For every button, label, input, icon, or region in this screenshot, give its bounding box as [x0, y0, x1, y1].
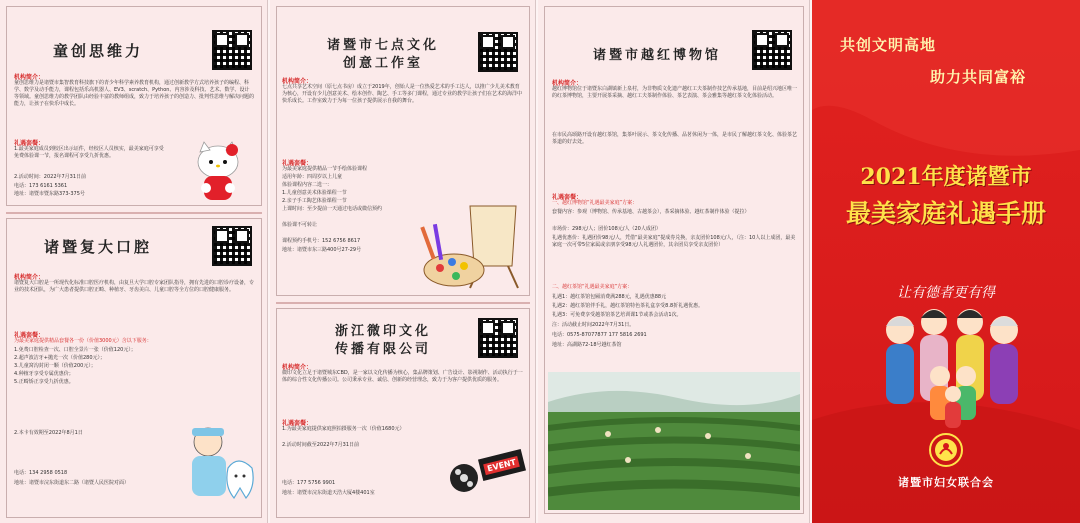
offer-time: 上课时间：至少提前一天通过电话或微信预约 [282, 206, 383, 212]
intro-label-yuehong: 机构简介： [552, 80, 583, 87]
phone-qidian: 课程预约手机号：152 6756 8617 [282, 238, 361, 244]
divider-1 [6, 212, 262, 214]
section-title-qidian-1: 诸暨市七点文化 [326, 38, 439, 53]
offer-course-1: 1.儿童创意美术体验课程一节 [282, 190, 347, 196]
section-title-weiyin-2: 传播有限公司 [334, 342, 431, 357]
phone-yuehong: 电话：0575-87077877 177 5816 2691 [552, 332, 647, 338]
intro-text-weiyin: 微印文化立足于诸暨城东CBD，是一家以文化传播为核心，集品牌策划、广告设计、影视制作、活动执行于一体的综合性文化传播公司。公司秉承专业、诚信、创新的经营理念，致力于为客户提供优质的服务。 [282, 370, 523, 383]
phone-tongchuang: 电话：173 6161 5361 [14, 183, 68, 189]
divider-2 [276, 302, 530, 304]
art-supplies-image [420, 196, 530, 292]
offer-museum-discount: 礼遇优惠价：礼遇团价98元/人，凭借“最美家庭”提成券兑换，亲友团价108元/人，（注：10人以上成团，最美家庭一次可带5位家属或亲朋享受98元/人礼遇团价，其余团员享受亲友团价） [552, 235, 796, 248]
address-fuda: 地址：诸暨市浣东街道东二路（诸暨人民医院对面） [14, 480, 130, 486]
offer-text: 1.最美家庭成员到校区出示证件，经校区人员核实，最美家庭可享受免费体验课一节，报名课程可享受九折优惠。 [14, 146, 164, 159]
intro-text-fuda: 诸暨复大口腔是一所现代化标准口腔医疗机构，由复旦大学口腔专家团队指导，拥有先进的口腔诊疗设备，专业的技术团队，为广大患者提供口腔正畸、种植牙、牙齿美白、儿童口腔等全方位的口腔健康服务。 [14, 280, 255, 293]
cover-organization: 诸暨市妇女联合会 [898, 476, 994, 489]
event-sign: EVENT [483, 456, 520, 475]
offer-title-qidian: 为最美家庭提供精品一节手绘体验课程 [282, 166, 368, 172]
offer-teahouse-3: 礼遇3：可免费享受越茶馆茶艺培训课1节或茶会活动1次。 [552, 312, 682, 318]
womens-federation-emblem-icon [928, 432, 964, 468]
offer-teahouse-1: 礼遇1：越红茶馆包厢消费满288元，礼遇优惠88元 [552, 294, 667, 300]
address-qidian: 地址：诸暨市东三路400号27-29号 [282, 247, 362, 253]
offer-title-museum: 一、越红博物馆“礼遇最美家庭”方案： [552, 200, 638, 206]
offer-item-4: 4.种植牙享受专属优惠价； [14, 371, 74, 377]
cover-slogan-2: 助力共同富裕 [930, 68, 1027, 86]
offer-date-weiyin: 2.活动时间截至2022年7月31日前 [282, 442, 360, 448]
offer-label: 礼遇套餐： [14, 140, 45, 147]
address-tongchuang: 地址：诸暨市暨东路373-375号 [14, 191, 85, 197]
panel-tongchuang-fuda [0, 0, 268, 523]
intro-text-qidian: 七点共享艺术空间（原七点书房）成立于2019年，创始人是一位热爱艺术的手工达人，以推广少儿美术教育为核心，开设有少儿创意美术、绘本创作、陶艺、手工等多门课程，通过专业的教学让孩子们在艺术的海洋中快乐成长。工作室致力于为每一位孩子提供展示自我的舞台。 [282, 84, 523, 104]
kitty-doll-image [188, 140, 248, 204]
intro-text-yuehong-2: 在市民高颂路开设有越红茶馆，集茶叶展示、茶文化传播、品茗休闲为一体，是市民了解越红茶文化、体验茶艺茶道的好去处。 [552, 132, 798, 145]
cover-year-title: 2021年度诸暨市 [860, 164, 1032, 190]
section-title-weiyin-1: 浙江微印文化 [334, 324, 431, 339]
intro-label-fuda: 机构简介： [14, 274, 45, 281]
offer-item-1: 1.免费口腔检查一次、口腔全景片一张（价值120元）； [14, 347, 136, 353]
offer-date-yuehong: 注：活动截止时间2022年7月31日。 [552, 322, 635, 328]
offer-label-weiyin: 礼遇套餐： [282, 420, 313, 427]
intro-label-weiyin: 机构简介： [282, 364, 313, 371]
intro-label: 机构简介： [14, 74, 45, 81]
phone-fuda: 电话：134 2958 0518 [14, 470, 68, 476]
offer-note: 体验课不可转让 [282, 222, 318, 228]
offer-date: 2.活动时间：2022年7月31日前 [14, 174, 87, 180]
phone-weiyin: 电话：177 5756 9901 [282, 480, 336, 486]
cover-tagline: 让有德者更有得 [897, 285, 995, 301]
offer-item-5: 5.正畸矫正享受九折优惠。 [14, 379, 74, 385]
offer-label-fuda: 礼遇套餐： [14, 332, 45, 339]
offer-title-teahouse: 二、越红茶馆“礼遇最美家庭”方案： [552, 284, 633, 290]
intro-text-tongchuang: 童创思维力是诸暨市集智教育科技旗下的青少年科学素养教育机构，通过创新教学方式培养孩子的编程、科学、数学及动手能力，课程包括乐高机器人、EV3、scratch、Python、内容涉及科技、艺术、数学、设计等领域。童创思维力的教学团队由经验丰富的教师组成，致力于培养孩子的创造力、批判性思维与解决问题的能力，让孩子在快乐中成长。 [14, 80, 255, 107]
intro-label-qidian: 机构简介： [282, 78, 313, 85]
qr-code-yuehong[interactable] [752, 30, 792, 70]
cover-panel [812, 0, 1080, 523]
qr-code-qidian[interactable] [478, 32, 518, 72]
intro-text-yuehong-1: 越红博物馆位于诸暨东白湖镇新上泉村，为非物质文化遗产越红工夫茶制作技艺传承基地，目前是绍兴地区唯一的红茶博物馆，主要开展茶采摘、越红工夫茶制作体验、茶艺表演、茶会雅集等越红茶文化体验活动。 [552, 86, 798, 99]
offer-date-fuda: 2.本卡有效期至2022年8月1日 [14, 430, 83, 436]
qr-code-weiyin[interactable] [478, 318, 518, 358]
panel-yuehong-museum [538, 0, 810, 523]
offer-course-2: 2.亲子手工陶艺体验课程一节 [282, 198, 347, 204]
offer-age: 适用年龄：四周岁以上儿童 [282, 174, 343, 180]
panel-qidian-weiyin [270, 0, 536, 523]
offer-museum-content: 套餐内容：参观（博物馆、传承基地、古越茶会），茶采摘体验、越红茶制作体验（提拉） [552, 209, 750, 215]
offer-teahouse-2: 礼遇2：越红茶馆伴手礼，越红茶馆特色茶礼盒享受8.8折礼遇优惠。 [552, 303, 704, 309]
section-title-yuehong: 诸暨市越红博物馆 [592, 48, 721, 63]
family-illustration [872, 300, 1032, 440]
offer-title-fuda: 为最美家庭提供精品套餐各一份（价值3000元）含以下服务： [14, 338, 152, 344]
offer-item-2: 2.超声波洁牙+抛光一次（价值280元）； [14, 355, 106, 361]
cover-slogan-1: 共创文明高地 [840, 36, 937, 54]
qr-code-fuda[interactable] [212, 226, 252, 266]
dentist-cartoon-image [178, 420, 262, 512]
offer-label-qidian: 礼遇套餐： [282, 160, 313, 167]
section-title-qidian-2: 创意工作室 [342, 56, 423, 71]
offer-item-3: 3.儿童窝沟封闭一颗（价值200元）； [14, 363, 96, 369]
offer-label-yuehong: 礼遇套餐： [552, 194, 583, 201]
section-title-tongchuang: 童创思维力 [52, 42, 143, 60]
qr-code-tongchuang[interactable] [212, 30, 252, 70]
offer-photo: 1.为最美家庭提供家庭照拍摄服务一次（价值1680元） [282, 426, 405, 432]
address-weiyin: 地址：诸暨市浣东街道天浩大厦4楼401室 [282, 490, 375, 496]
cover-main-title: 最美家庭礼遇手册 [845, 199, 1046, 228]
section-title-fuda: 诸暨复大口腔 [43, 238, 152, 256]
address-yuehong: 地址：高湖路72-18号越红茶馆 [552, 342, 622, 348]
offer-museum-price: 市场价：298元/人；团价108元/人（20人成团） [552, 226, 661, 232]
offer-choose: 体验课程内容二选一： [282, 182, 333, 188]
tea-field-image [548, 372, 800, 510]
